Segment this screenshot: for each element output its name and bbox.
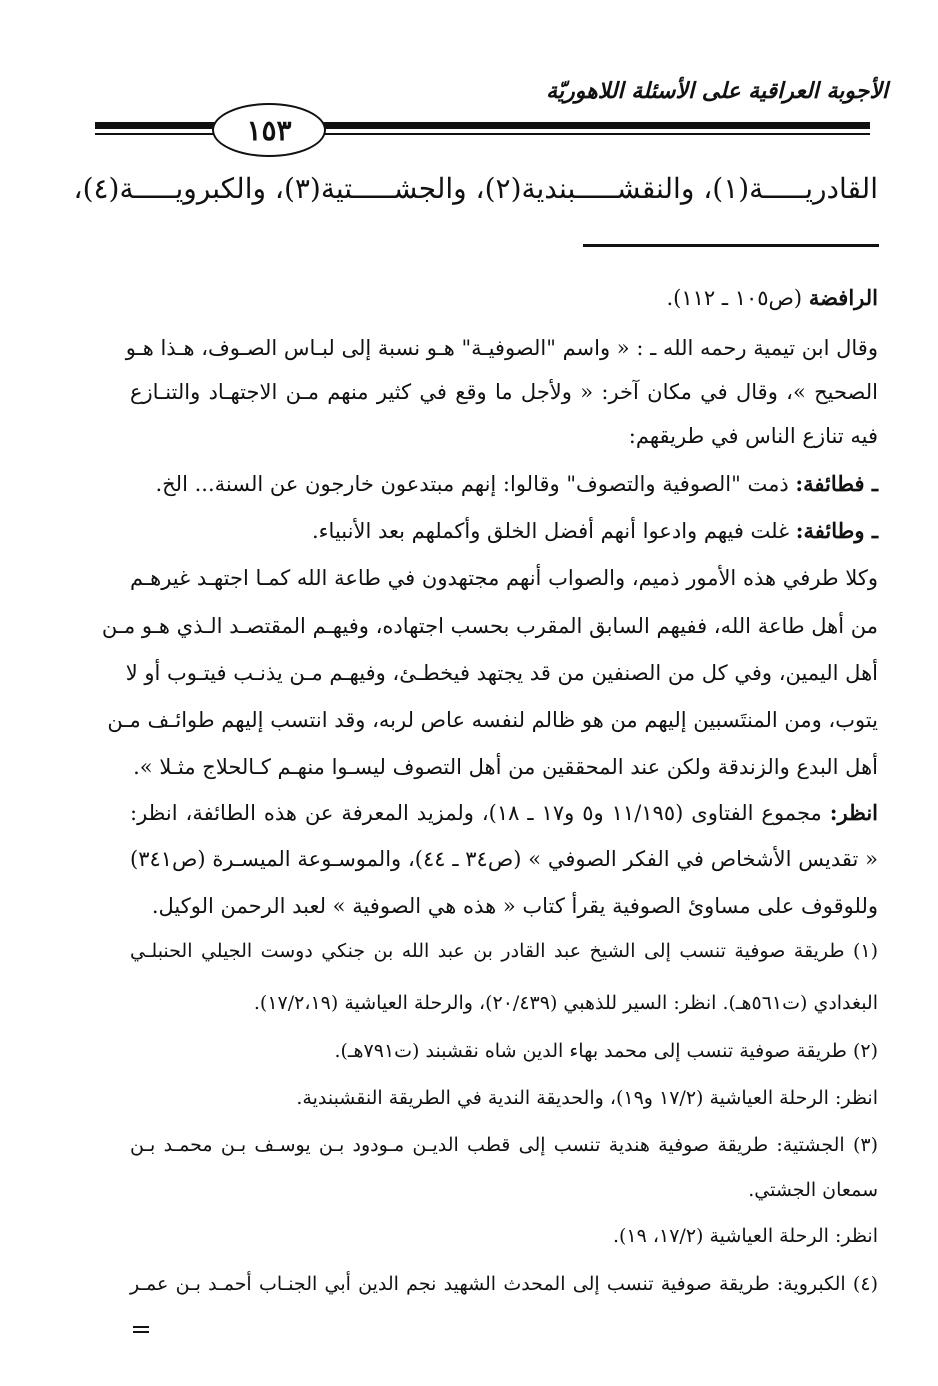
body-line: [130, 518, 878, 544]
body-line: من أهل طاعة الله، ففيهم السابق المقرب بحسب اجتهاده، وفيهـم المقتصـد الـذي هـو مـن: [101, 614, 878, 638]
body-line: الصحيح »، وقال في مكان آخر: « ولأجل ما وقع في كثير منهم مـن الاجتهـاد والتنـازع: [130, 380, 878, 404]
term-taifa-2: ـ وطائفة:: [795, 518, 878, 543]
body-line-rest: غلت فيهم وادعوا أنهم أفضل الخلق وأكملهم بعد الأنبياء.: [312, 519, 790, 543]
body-line: وقال ابن تيمية رحمه الله ـ : « واسم "الصوفيـة" هـو نسبة إلى لبـاس الصـوف، هـذا هـو: [125, 336, 878, 360]
body-line-rest: (ص١٠٥ ـ ١١٢).: [666, 286, 803, 310]
footnote-1-line-2: البغدادي (ت٥٦١هـ). انظر: السير للذهبي (٢٠/٤٣٩)، والرحلة العياشية (١٧/٢،١٩).: [253, 992, 878, 1014]
continuation-mark: [133, 1326, 149, 1328]
term-taifa-1: ـ فطائفة:: [795, 471, 878, 496]
body-line-rest: مجموع الفتاوى (١١/١٩٥ و٥ و١٧ ـ ١٨)، ولمزيد المعرفة عن هذه الطائفة، انظر:: [130, 801, 822, 825]
body-line: وللوقوف على مساوئ الصوفية يقرأ كتاب « هذه هي الصوفية » لعبد الرحمن الوكيل.: [151, 894, 878, 918]
body-line: أهل اليمين، وفي كل من الصنفين من قد يجتهد فيخطـئ، وفيهـم مـن يذنـب فيتـوب أو لا: [125, 661, 878, 685]
page-number-oval: [212, 103, 326, 157]
term-unzur: انظر:: [829, 800, 878, 825]
body-line: فيه تنازع الناس في طريقهم:: [628, 424, 878, 448]
body-line: [130, 285, 878, 311]
body-line: أهل البدع والزندقة ولكن عند المحققين من أهل التصوف ليسـوا منهـم كـالحلاج مثـلا ».: [133, 755, 878, 779]
running-header-title: الأجوبة العراقية على الأسئلة اللاهوريّة: [546, 78, 888, 104]
body-line: [130, 471, 878, 497]
term-rafida: الرافضة: [808, 285, 878, 310]
footnote-1-line-1: (١) طريقة صوفية تنسب إلى الشيخ عبد القادر بن عبد الله بن جنكي دوست الجيلي الحنبلـي: [130, 940, 878, 962]
footnote-2-line-1: (٢) طريقة صوفية تنسب إلى محمد بهاء الدين شاه نقشبند (ت٧٩١هـ).: [334, 1040, 878, 1062]
footnote-4-line-1: (٤) الكبروية: طريقة صوفية تنسب إلى المحدث الشهيد نجم الدين أبي الجنـاب أحمـد بـن عمـر: [130, 1273, 878, 1295]
body-line: يتوب، ومن المنتَسبين إليهم من هو ظالم لنفسه عاص لربه، وقد انتسب إليهم طوائـف مـن: [107, 708, 878, 732]
body-line-rest: ذمت "الصوفية والتصوف" وقالوا: إنهم مبتدعون خارجون عن السنة... الخ.: [155, 472, 789, 496]
footnote-3-line-2: سمعان الجشتي.: [748, 1179, 878, 1201]
body-line: [130, 800, 878, 826]
header-rule-thin: [95, 133, 870, 135]
footnote-3-line-1: (٣) الجشتية: طريقة صوفية هندية تنسب إلى قطب الديـن مـودود بـن يوسـف بـن محمـد بـن: [130, 1134, 878, 1156]
page-number: ١٥٣: [246, 113, 292, 147]
intro-line: القادريـــــة(١)، والنقشـــــبندية(٢)، والجشـــــتية(٣)، والكبرويـــــة(٤)،: [73, 172, 878, 205]
footnote-divider: [583, 244, 879, 247]
body-line: وكلا طرفي هذه الأمور ذميم، والصواب أنهم مجتهدون في طاعة الله كمـا اجتهـد غيرهـم: [130, 566, 878, 590]
body-line: « تقديس الأشخاص في الفكر الصوفي » (ص٣٤ ـ ٤٤)، والموسـوعة الميسـرة (ص٣٤١): [130, 847, 879, 871]
footnote-2-line-2: انظر: الرحلة العياشية (١٧/٢ و١٩)، والحديقة الندية في الطريقة النقشبندية.: [296, 1087, 878, 1109]
footnote-3-line-3: انظر: الرحلة العياشية (١٧/٢، ١٩).: [612, 1225, 878, 1247]
